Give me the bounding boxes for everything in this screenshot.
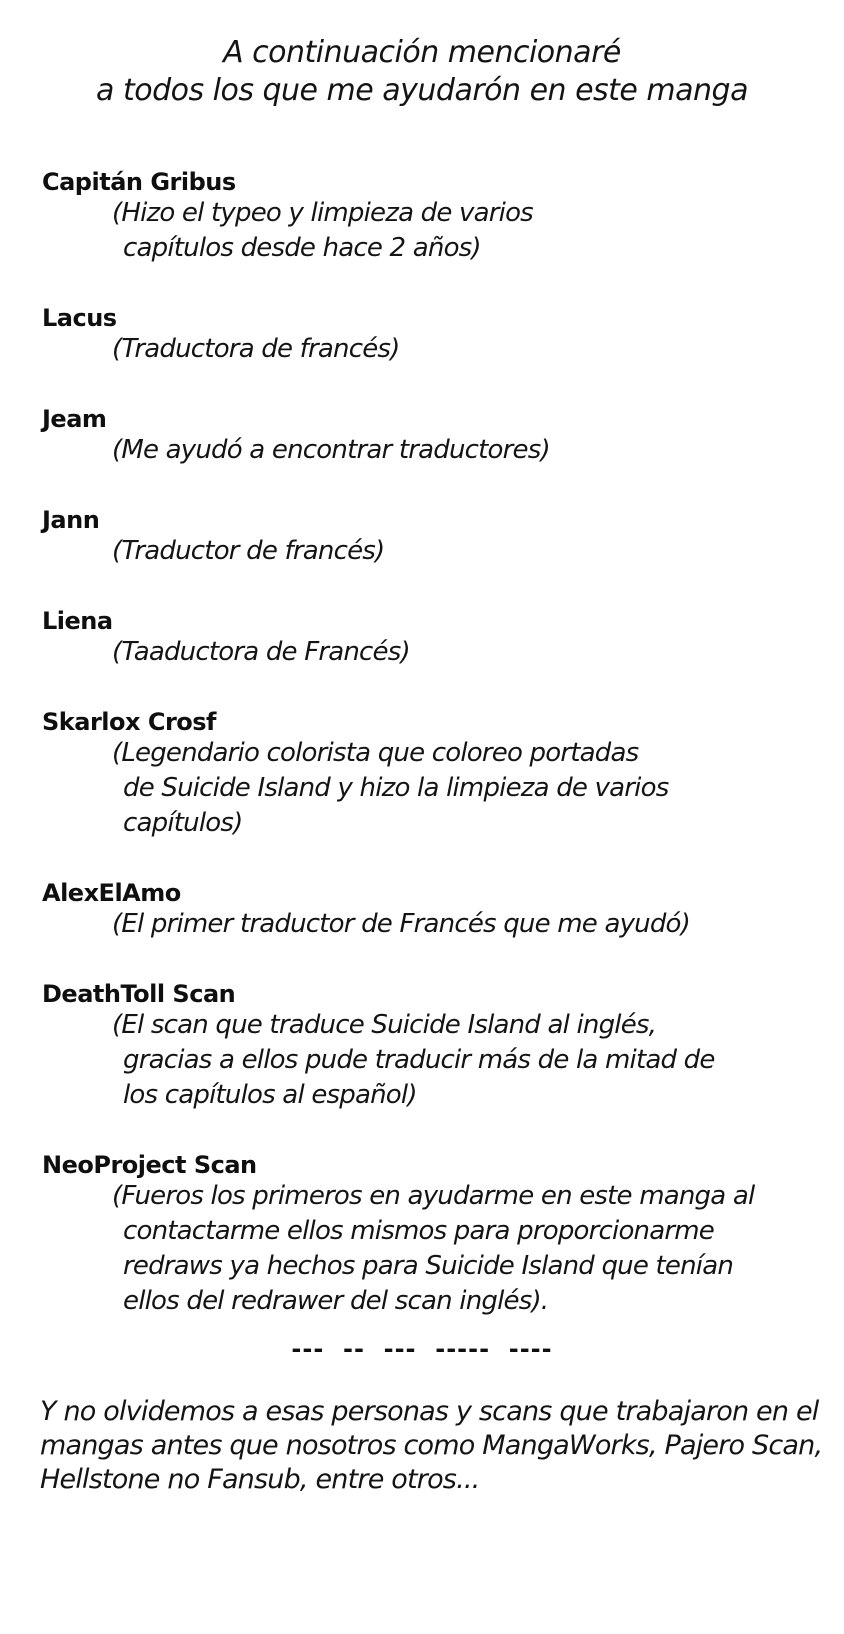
credit-name: DeathToll Scan — [42, 980, 236, 1008]
closing-note-line-2: mangas antes que nosotros como MangaWorks, Pajero Scan, — [40, 1430, 823, 1461]
credit-name: Lacus — [42, 304, 117, 332]
credit-desc-line: ellos del redrawer del scan inglés). — [123, 1286, 549, 1316]
closing-note-line-3: Hellstone no Fansub, entre otros... — [40, 1464, 480, 1495]
credit-desc-line: (Traductor de francés) — [112, 536, 385, 566]
credit-desc-line: contactarme ellos mismos para proporcionarme — [123, 1216, 714, 1246]
credit-name: Capitán Gribus — [42, 168, 236, 196]
credit-name: Skarlox Crosf — [42, 708, 216, 736]
credit-desc-line: (Me ayudó a encontrar traductores) — [112, 435, 550, 465]
credit-desc-line: (El scan que traduce Suicide Island al inglés, — [112, 1010, 657, 1040]
credit-desc-line: los capítulos al español) — [123, 1080, 417, 1110]
credit-desc-line: (Hizo el typeo y limpieza de varios — [112, 198, 533, 228]
credit-entry-deathtoll-scan — [42, 980, 824, 1113]
credit-desc-line: gracias a ellos pude traducir más de la mitad de — [123, 1045, 715, 1075]
credit-desc-line: (Taaductora de Francés) — [112, 637, 410, 667]
closing-note — [0, 1395, 844, 1497]
credit-desc-line: (Fueros los primeros en ayudarme en este manga al — [112, 1181, 755, 1211]
credit-name: AlexElAmo — [42, 879, 181, 907]
credit-desc-line: capítulos) — [123, 808, 243, 838]
credit-entry-jann — [42, 506, 824, 569]
credits-list — [0, 168, 844, 1319]
title-line-2: a todos los que me ayudarón en este manga — [96, 73, 748, 108]
credit-name: Jann — [42, 506, 100, 534]
credit-entry-capitan-gribus — [42, 168, 824, 266]
credit-desc-line: (Traductora de francés) — [112, 334, 400, 364]
credit-name: Liena — [42, 607, 113, 635]
credit-entry-lacus — [42, 304, 824, 367]
credit-name: Jeam — [42, 405, 107, 433]
credit-name: NeoProject Scan — [42, 1151, 257, 1179]
credit-entry-liena — [42, 607, 824, 670]
credit-entry-jeam — [42, 405, 824, 468]
closing-note-line-1: Y no olvidemos a esas personas y scans que trabajaron en el — [40, 1396, 819, 1427]
credit-entry-skarlox-crosf — [42, 708, 824, 841]
credit-desc-line: (Legendario colorista que coloreo portadas — [112, 738, 639, 768]
credits-page — [0, 34, 844, 1634]
credit-entry-neoproject-scan — [42, 1151, 824, 1319]
credit-desc-line: redraws ya hechos para Suicide Island que tenían — [123, 1251, 734, 1281]
title-line-1: A continuación mencionaré — [223, 35, 621, 70]
page-title — [0, 34, 844, 110]
credit-desc-line: de Suicide Island y hizo la limpieza de varios — [123, 773, 669, 803]
credit-entry-alexelamo — [42, 879, 824, 942]
credit-desc-line: capítulos desde hace 2 años) — [123, 233, 481, 263]
credit-desc-line: (El primer traductor de Francés que me ayudó) — [112, 909, 691, 939]
dash-separator: --- -- --- ----- ---- — [291, 1335, 553, 1363]
